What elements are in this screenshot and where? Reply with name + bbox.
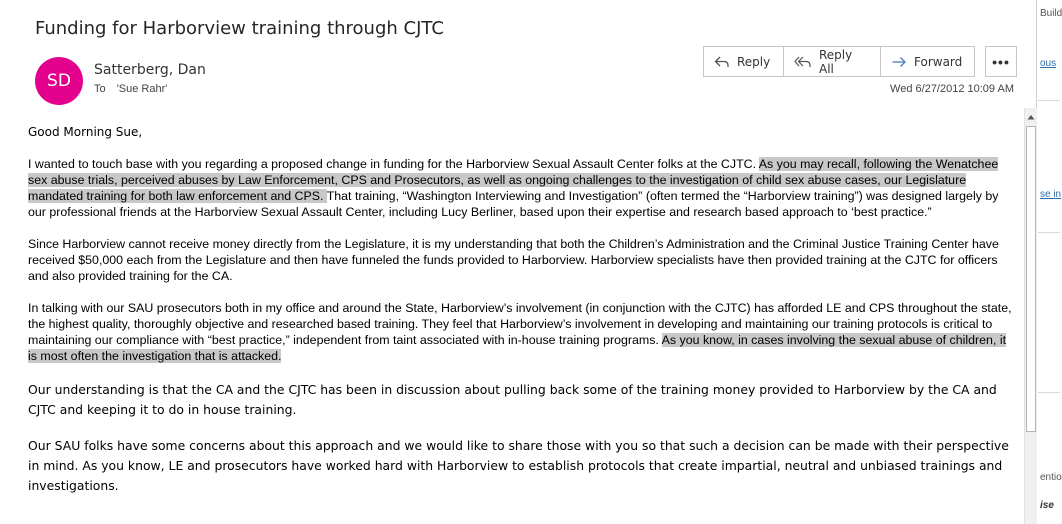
vertical-scrollbar[interactable] — [1024, 108, 1037, 524]
reply-icon — [714, 55, 730, 69]
side-divider — [1038, 392, 1060, 393]
scroll-up-arrow-icon[interactable] — [1025, 110, 1037, 124]
message-date: Wed 6/27/2012 10:09 AM — [890, 83, 1014, 95]
paragraph-1-text-a: I wanted to touch base with you regarding a proposed change in funding for the Harborview Sexual Assault Center folks at the CJTC. — [28, 157, 759, 171]
paragraph-3-highlight: As you know, in cases involving the sexual abuse of children, it is most often the investigation that is attacked. — [28, 333, 1007, 363]
paragraph-4: Our understanding is that the CA and the CJTC has been in discussion about pulling back some of the training money provided to Harborview by the CA and CJTC and keeping it to do in house training. — [28, 382, 997, 417]
sender-name[interactable]: Satterberg, Dan — [94, 62, 206, 78]
side-link-1[interactable]: ous — [1040, 58, 1057, 69]
more-icon: ••• — [992, 53, 1010, 70]
message-actions — [703, 46, 975, 77]
forward-icon — [891, 55, 907, 69]
recipient-line — [94, 83, 167, 95]
paragraph-2: Since Harborview cannot receive money directly from the Legislature, it is my understanding that both the Children’s Administration and the Criminal Justice Training Center have received $50,000 each from the Legislature and then have funneled the funds provided to Harborview. Harborview specialists have then provided training at the CJTC for officers and also provided training for the CA. — [28, 237, 999, 283]
paragraph-1-highlight: As you may recall, following the Wenatchee sex abuse trials, perceived abuses by Law Enforcement, CPS and Prosecutors, as well as ongoing challenges to the investigation of child sex abuse cases, our Legislature mandated training for both law enforcement and CPS. — [28, 157, 999, 203]
scrollbar-thumb[interactable] — [1026, 126, 1036, 432]
side-text-2: entio — [1040, 472, 1062, 483]
to-label: To — [94, 83, 106, 95]
message-body — [0, 108, 1024, 524]
message-subject: Funding for Harborview training through CJTC — [35, 18, 444, 39]
side-text-3: ise — [1040, 500, 1054, 511]
paragraph-1-text-b: That training, “Washington Interviewing and Investigation” (often termed the “Harborview training”) was designed largely by our professional friends at the Harborview Sexual Assault Center, including Lucy Berliner, based upon their expertise and research based approach to ‘best practice.” — [28, 189, 999, 219]
side-divider — [1038, 100, 1060, 101]
reply-all-icon — [794, 55, 812, 69]
paragraph-3 — [28, 300, 1018, 364]
reply-button[interactable] — [703, 46, 784, 77]
side-divider — [1038, 232, 1060, 233]
reply-all-label: Reply All — [819, 47, 853, 76]
more-actions-button[interactable] — [985, 46, 1017, 77]
reply-label: Reply — [737, 54, 771, 69]
side-link-2[interactable]: se in — [1040, 189, 1062, 200]
sender-avatar[interactable]: SD — [35, 57, 83, 105]
greeting: Good Morning Sue, — [28, 125, 143, 139]
reply-all-button[interactable] — [784, 46, 881, 77]
forward-button[interactable] — [881, 46, 975, 77]
forward-label: Forward — [914, 54, 963, 69]
paragraph-5: Our SAU folks have some concerns about this approach and we would like to share those with you so that such a decision can be made with their perspective in mind. As you know, LE and prosecutors have worked hard with Harborview to establish protocols that create impartial, neutral and unbiased trainings and investigations. — [28, 438, 1009, 493]
side-text-1: Build — [1040, 8, 1062, 19]
paragraph-1 — [28, 156, 1018, 220]
recipient-name[interactable]: 'Sue Rahr' — [116, 83, 168, 95]
paragraph-3-text: In talking with our SAU prosecutors both in my office and around the State, Harborview’s involvement (in conjunction with the CJTC) has afforded LE and CPS throughout the state, the highest quality, thoroughly objective and researched based training. They feel that Harborview’s involvement in developing and maintaining our training protocols is critical to maintaining our compliance with “best practice,” independent from taint associated with in-house training programs. — [28, 301, 1012, 347]
adjacent-panel — [1038, 0, 1060, 524]
message-body-text — [28, 124, 1018, 512]
